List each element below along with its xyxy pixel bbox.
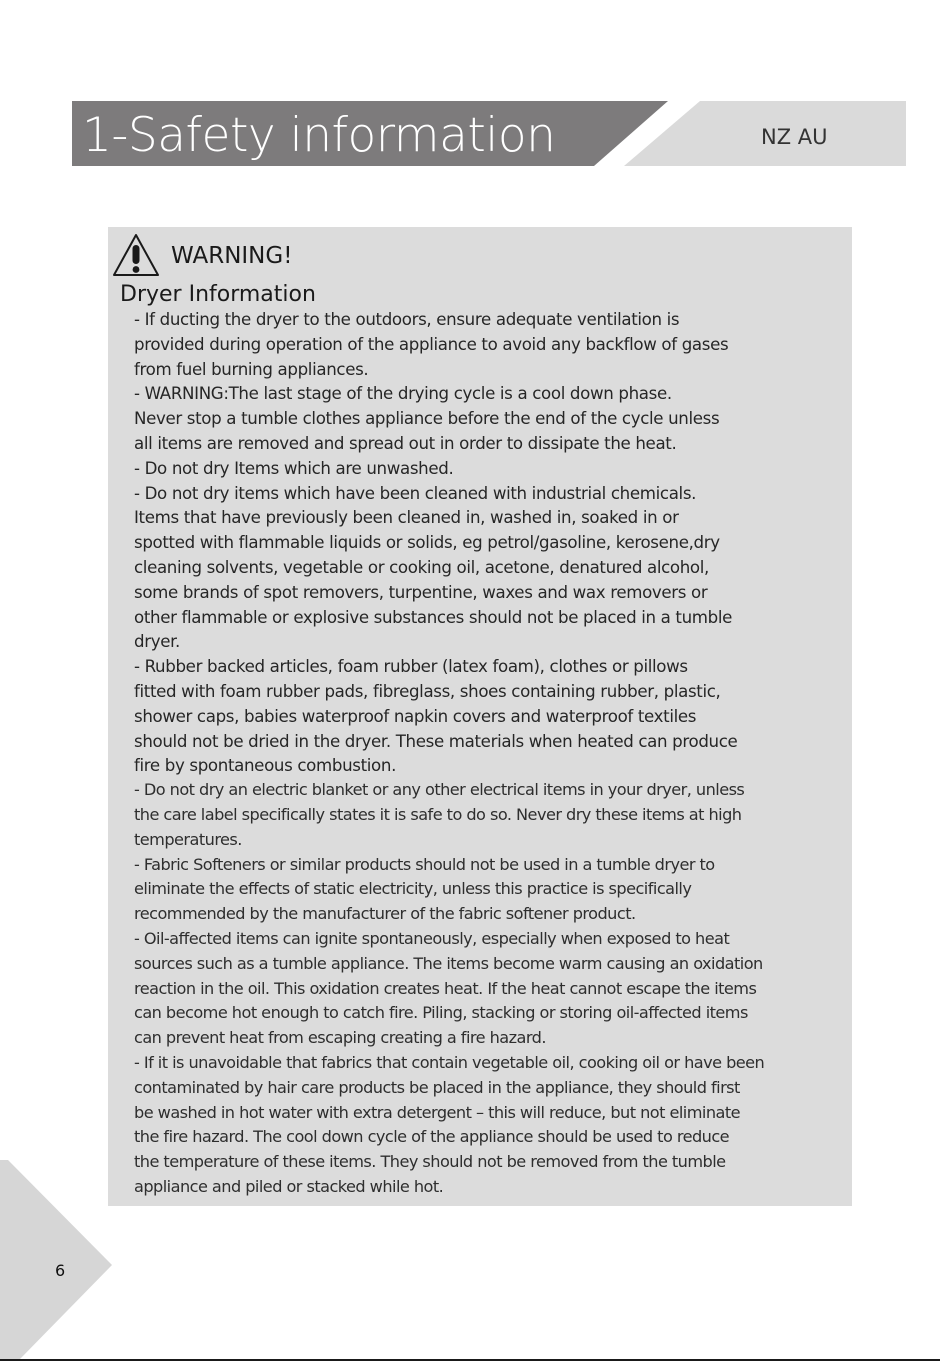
body-line: - If it is unavoidable that fabrics that contain vegetable oil, cooking oil or have been <box>134 1052 765 1072</box>
body-line: - Do not dry an electric blanket or any other electrical items in your dryer, unless <box>134 780 745 800</box>
body-line: reaction in the oil. This oxidation creates heat. If the heat cannot escape the items <box>134 978 757 998</box>
body-line: other flammable or explosive substances should not be placed in a tumble <box>134 606 733 627</box>
body-line: should not be dried in the dryer. These materials when heated can produce <box>134 730 738 751</box>
body-line: the care label specifically states it is safe to do so. Never dry these items at high <box>134 804 742 824</box>
body-line: recommended by the manufacturer of the fabric softener product. <box>134 904 636 924</box>
body-line: from fuel burning appliances. <box>134 358 369 379</box>
header-band <box>0 0 940 200</box>
body-line: some brands of spot removers, turpentine, waxes and wax removers or <box>134 581 708 602</box>
body-line: all items are removed and spread out in order to dissipate the heat. <box>134 432 677 453</box>
body-line: cleaning solvents, vegetable or cooking oil, acetone, denatured alcohol, <box>134 556 709 577</box>
bottom-rule <box>0 1359 940 1361</box>
warning-title: WARNING! <box>171 243 293 269</box>
body-line: the fire hazard. The cool down cycle of the appliance should be used to reduce <box>134 1127 730 1147</box>
body-line: fire by spontaneous combustion. <box>134 755 397 776</box>
body-text <box>134 307 850 1200</box>
body-line: temperatures. <box>134 829 242 849</box>
body-line: - Do not dry Items which are unwashed. <box>134 457 454 478</box>
body-line: - Fabric Softeners or similar products should not be used in a tumble dryer to <box>134 854 715 874</box>
body-line: contaminated by hair care products be placed in the appliance, they should first <box>134 1077 740 1097</box>
section-heading: Dryer Information <box>120 282 316 307</box>
body-line: dryer. <box>134 631 181 652</box>
warning-triangle-icon <box>110 231 162 279</box>
body-line: can prevent heat from escaping creating a fire hazard. <box>134 1028 546 1048</box>
body-line: - Rubber backed articles, foam rubber (latex foam), clothes or pillows <box>134 656 688 677</box>
body-line: Never stop a tumble clothes appliance before the end of the cycle unless <box>134 408 720 429</box>
body-line: the temperature of these items. They should not be removed from the tumble <box>134 1152 726 1172</box>
body-line: Items that have previously been cleaned in, washed in, soaked in or <box>134 507 679 528</box>
body-line: - Oil-affected items can ignite spontaneously, especially when exposed to heat <box>134 928 730 948</box>
body-line: provided during operation of the appliance to avoid any backflow of gases <box>134 333 729 354</box>
body-line: - Do not dry items which have been cleaned with industrial chemicals. <box>134 482 697 503</box>
page-number: 6 <box>55 1261 66 1280</box>
body-line: spotted with flammable liquids or solids, eg petrol/gasoline, kerosene,dry <box>134 532 720 553</box>
body-line: eliminate the effects of static electricity, unless this practice is specifically <box>134 879 692 899</box>
body-line: - If ducting the dryer to the outdoors, ensure adequate ventilation is <box>134 309 680 329</box>
body-line: - WARNING:The last stage of the drying cycle is a cool down phase. <box>134 383 672 404</box>
body-line: can become hot enough to catch fire. Piling, stacking or storing oil-affected items <box>134 1003 748 1023</box>
body-line: sources such as a tumble appliance. The items become warm causing an oxidation <box>134 953 763 973</box>
region-label: NZ AU <box>761 125 828 149</box>
body-line: be washed in hot water with extra detergent – this will reduce, but not eliminate <box>134 1102 741 1122</box>
body-line: appliance and piled or stacked while hot. <box>134 1176 444 1196</box>
body-line: shower caps, babies waterproof napkin covers and waterproof textiles <box>134 705 697 726</box>
page-title: 1-Safety information <box>82 108 556 163</box>
body-line: fitted with foam rubber pads, fibreglass, shoes containing rubber, plastic, <box>134 680 721 701</box>
